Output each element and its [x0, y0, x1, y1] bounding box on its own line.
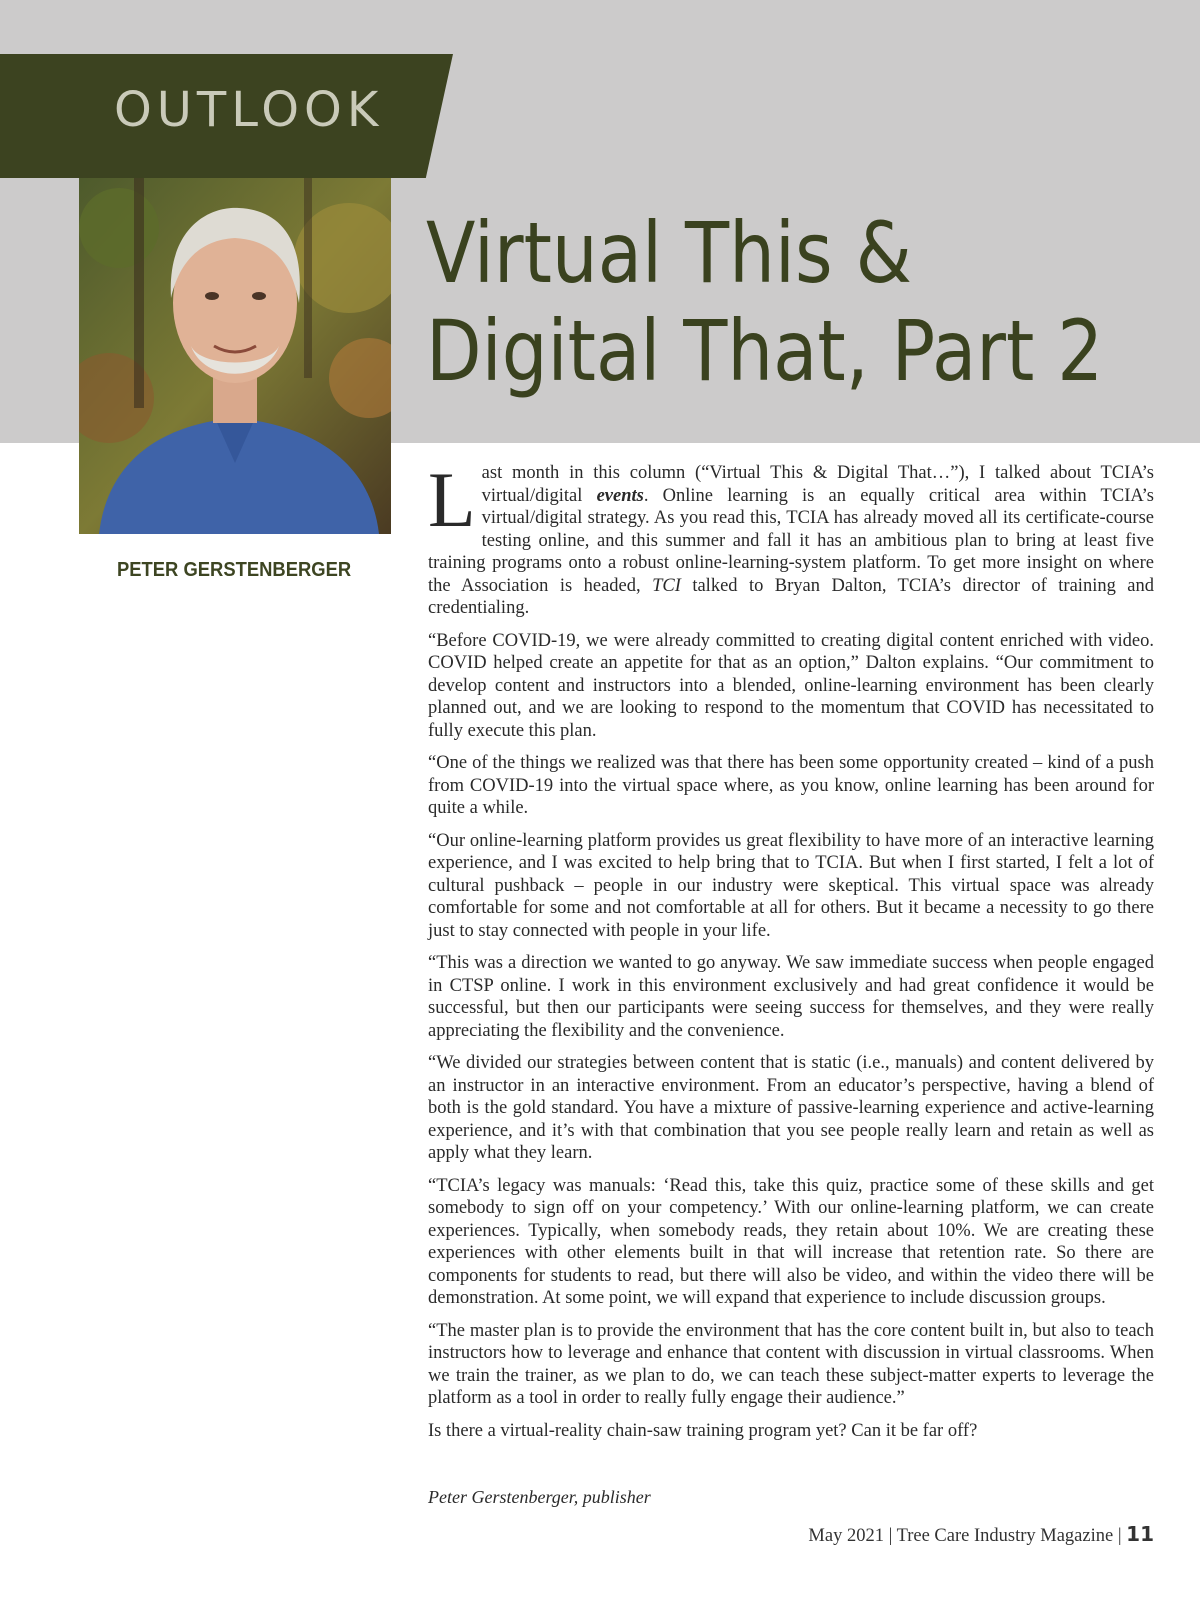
- headline-line-1: Virtual This &: [426, 204, 912, 302]
- section-label: OUTLOOK: [114, 82, 384, 138]
- paragraph-1: [428, 456, 1154, 620]
- paragraph-3: “One of the things we realized was that there has been some opportunity created – kind of a push from COVID-19 into the virtual space where, as you know, online learning has been around for quite a while.: [428, 753, 1154, 818]
- page-footer: [808, 1522, 1154, 1547]
- headline: [426, 204, 1103, 400]
- article-body: [428, 456, 1154, 1452]
- footer-issue: May 2021 | Tree Care Industry Magazine |: [808, 1526, 1127, 1546]
- paragraph-8: “The master plan is to provide the environment that has the core content built in, but also to teach instructors how to leverage and enhance that content with discussion in virtual classrooms. When we train the trainer, as we plan to do, we can teach these subject-matter experts to leverage the platform as a tool in order to really fully engage their audience.”: [428, 1320, 1154, 1408]
- headline-line-2: Digital That, Part 2: [426, 302, 1104, 400]
- paragraph-9: Is there a virtual-reality chain-saw training program yet? Can it be far off?: [428, 1420, 978, 1441]
- drop-cap: L: [428, 456, 476, 543]
- paragraph-6: “We divided our strategies between content that is static (i.e., manuals) and content delivered by an instructor in an interactive environment. From an educator’s perspective, having a blend of both is the gold standard. You have a mixture of passive-learning experience and active-learning experience, and it’s with that combination that you see people really learn and retain as well as apply what they learn.: [428, 1053, 1154, 1163]
- paragraph-1-part-c: talked to Bryan Dalton, TCIA’s director of training and credentialing.: [428, 575, 1154, 618]
- paragraph-7: “TCIA’s legacy was manuals: ‘Read this, take this quiz, practice some of these skills and get somebody to sign off on your competency.’ With our online-learning platform, we can create experiences. Typically, when somebody reads, they retain about 10%. We are creating these experiences with other elements built in that will increase that retention rate. So there are components for students to read, but there will also be video, and within the video there will be demonstration. At some point, we will expand that experience to include discussion groups.: [428, 1175, 1154, 1308]
- paragraph-2: “Before COVID-19, we were already committed to creating digital content enriched with video. COVID helped create an appetite for that as an option,” Dalton explains. “Our commitment to develop content and instructors into a blended, online-learning environment has been clearly planned out, and we are looking to respond to the momentum that COVID has necessitated to fully execute this plan.: [428, 630, 1154, 741]
- emphasis-events: events: [596, 485, 644, 506]
- paragraph-4: “Our online-learning platform provides us great flexibility to have more of an interactive learning experience, and I was excited to help bring that to TCIA. But when I first started, I felt a lot of cultural pushback – people in our industry were skeptical. This virtual space was already comfortable for some and not comfortable at all for others. But it became a necessity to go there just to stay connected with people in your life.: [428, 830, 1154, 941]
- emphasis-tci: TCI: [652, 575, 681, 596]
- author-caption: PETER GERSTENBERGER: [117, 559, 352, 581]
- paragraph-1-part-b: . Online learning is an equally critical area within TCIA’s virtual/digital strategy. As you read this, TCIA has already moved all its certificate-course testing online, and this summer and fall it has an ambitious plan to bring at least five training programs onto a robust online-learning-system platform. To get more insight on where the Association is headed,: [428, 485, 1154, 596]
- author-photo: [79, 178, 391, 534]
- page-number: 11: [1126, 1522, 1154, 1546]
- paragraph-1-part-a: ast month in this column (“Virtual This & Digital That…”), I talked about TCIA’s virtual/digital: [481, 463, 1154, 506]
- signature: Peter Gerstenberger, publisher: [428, 1487, 651, 1507]
- paragraph-5: “This was a direction we wanted to go anyway. We saw immediate success when people engaged in CTSP online. I work in this environment exclusively and had great confidence it would be successful, but then our participants were seeing success for themselves, and they were really appreciating the flexibility and the convenience.: [428, 953, 1154, 1041]
